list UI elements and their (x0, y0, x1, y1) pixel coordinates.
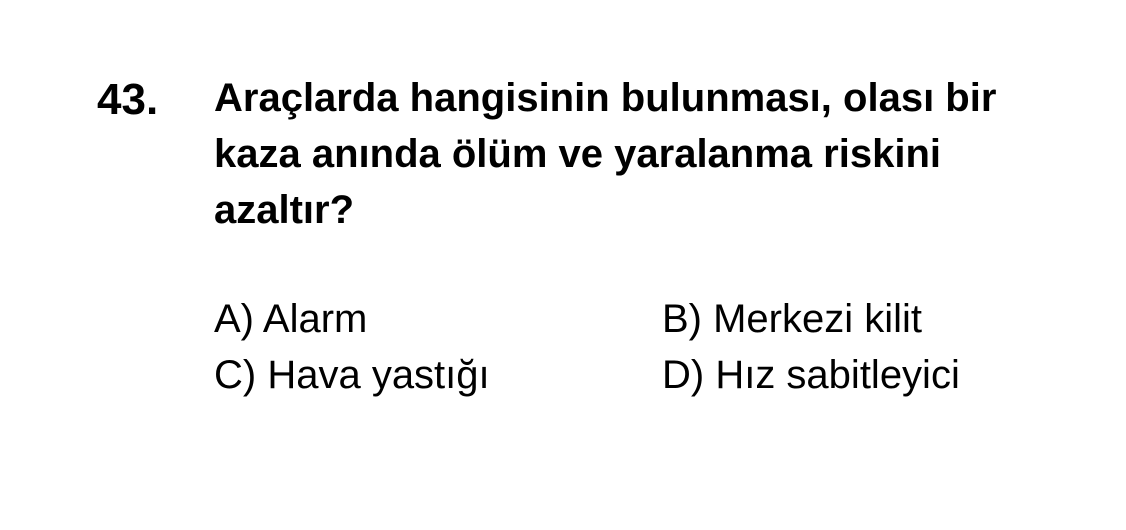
option-a[interactable]: A) Alarm (214, 297, 368, 341)
question-line-3: azaltır? (214, 188, 355, 232)
question-text (214, 70, 1094, 238)
option-d[interactable]: D) Hız sabitleyici (662, 353, 960, 397)
question-line-1: Araçlarda hangisinin bulunması, olası bir (214, 76, 997, 120)
question-line-2: kaza anında ölüm ve yaralanma riskini (214, 132, 941, 176)
option-c[interactable]: C) Hava yastığı (214, 353, 490, 397)
question-number: 43. (97, 75, 159, 124)
option-b[interactable]: B) Merkezi kilit (662, 297, 923, 341)
